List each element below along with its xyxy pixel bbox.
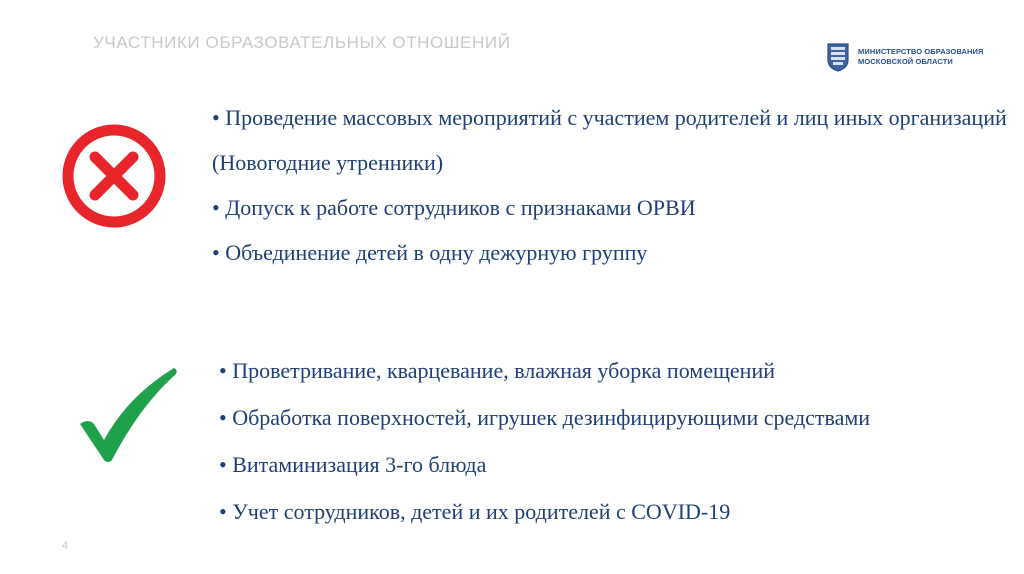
prohibited-item: • Объединение детей в одну дежурную группу [212, 230, 1012, 275]
allowed-item: • Учет сотрудников, детей и их родителей с COVID-19 [219, 488, 1009, 535]
allowed-item: • Витаминизация 3-го блюда [219, 441, 1009, 488]
logo-line-2: МОСКОВСКОЙ ОБЛАСТИ [858, 57, 953, 66]
allowed-item: • Обработка поверхностей, игрушек дезинфицирующими средствами [219, 394, 1009, 441]
page-number: 4 [62, 540, 69, 552]
allowed-item: • Проветривание, кварцевание, влажная уборка помещений [219, 347, 1009, 394]
prohibited-item: • Допуск к работе сотрудников с признаками ОРВИ [212, 185, 1012, 230]
prohibited-item: • Проведение массовых мероприятий с участием родителей и лиц иных организаций (Новогодние утренники) [212, 95, 1012, 185]
ministry-logo [826, 42, 984, 72]
coat-of-arms-icon [826, 42, 850, 72]
x-circle-icon [60, 122, 168, 230]
slide-title: УЧАСТНИКИ ОБРАЗОВАТЕЛЬНЫХ ОТНОШЕНИЙ [93, 33, 511, 52]
logo-line-1: МИНИСТЕРСТВО ОБРАЗОВАНИЯ [858, 47, 984, 56]
allowed-list [219, 347, 1009, 535]
checkmark-icon [78, 366, 182, 466]
prohibited-list [212, 95, 1012, 275]
